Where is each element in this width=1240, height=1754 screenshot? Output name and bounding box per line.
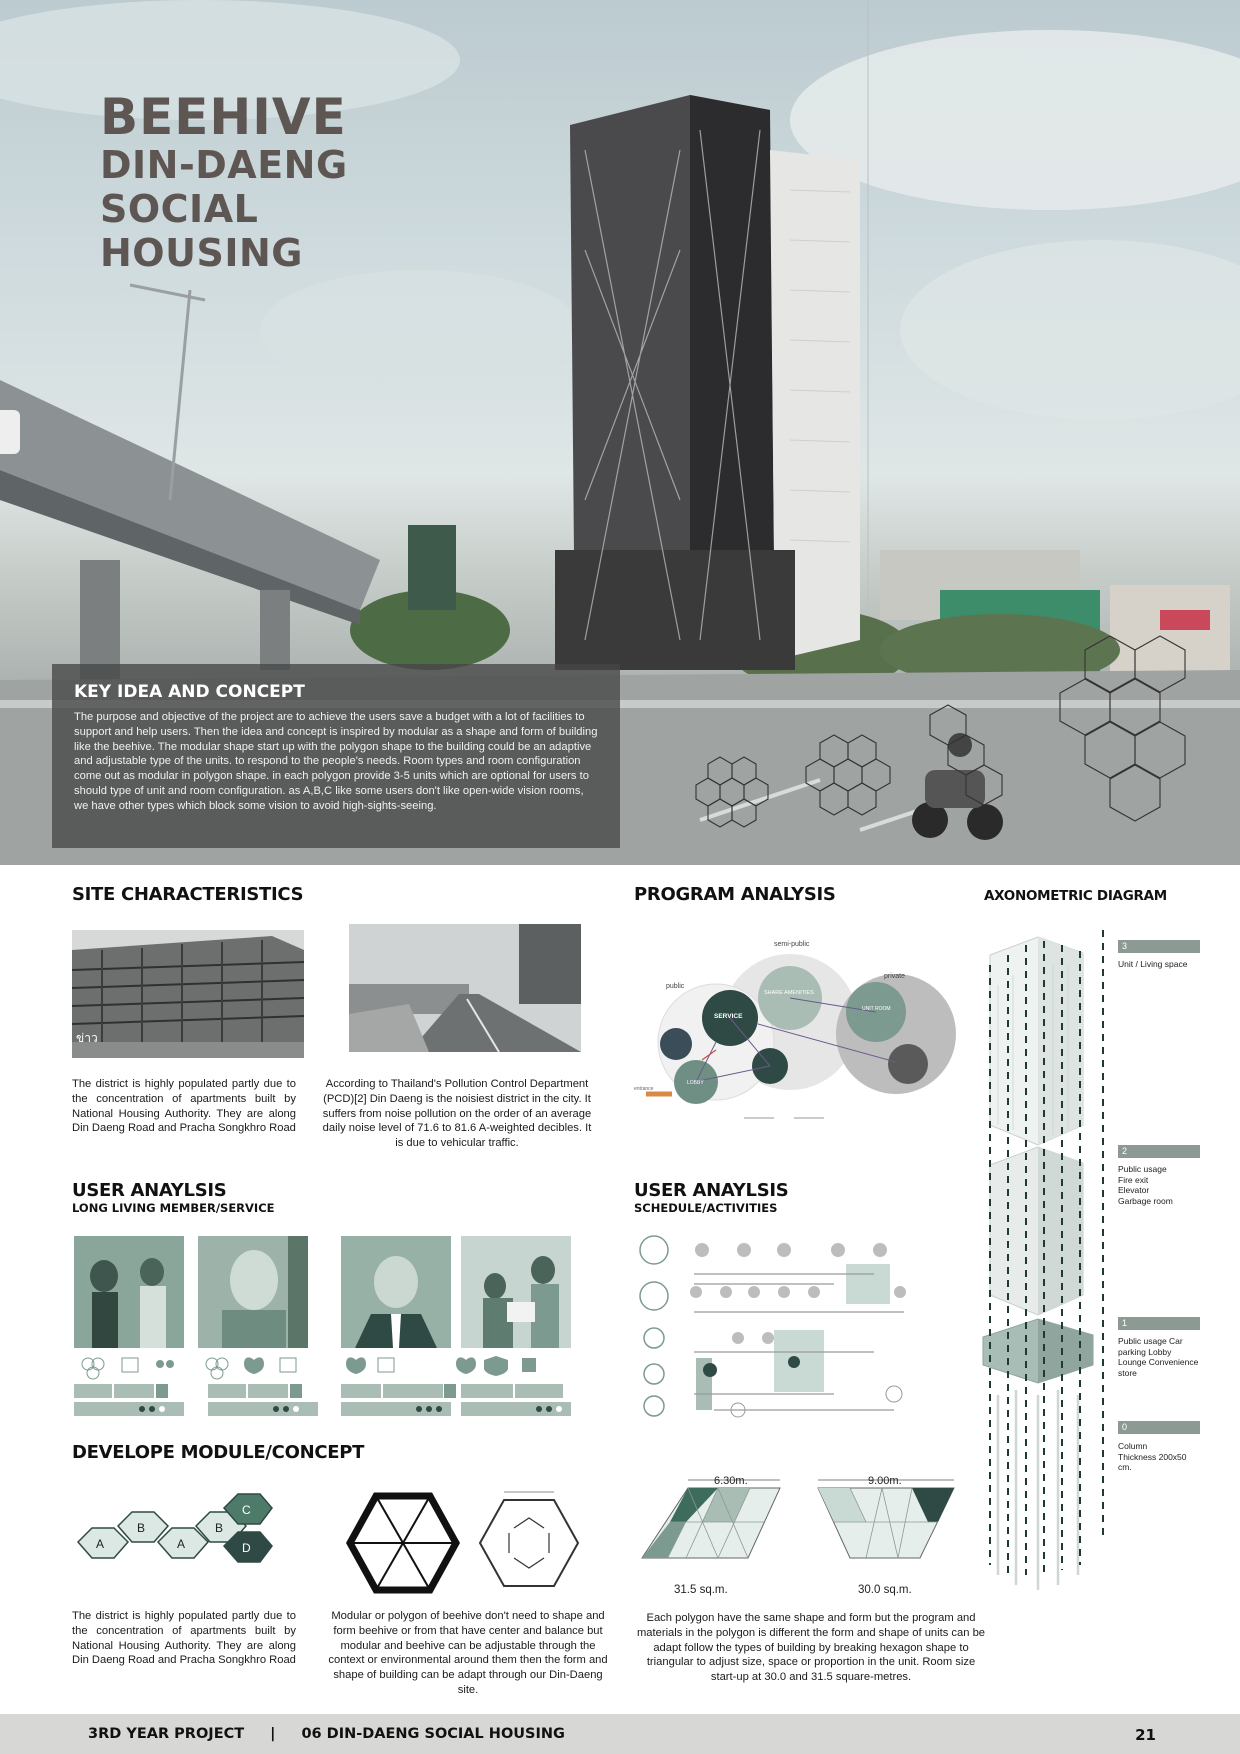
axonometric-diagram: [978, 925, 1113, 1595]
hero-image: [0, 0, 1240, 865]
user-photo-elder: [198, 1236, 308, 1348]
program-heading: PROGRAM ANALYSIS: [634, 884, 836, 905]
hero-title: [100, 88, 348, 275]
hex-label-a2: A: [177, 1537, 186, 1551]
footer-left: [88, 1726, 565, 1742]
schedule-sub: SCHEDULE/ACTIVITIES: [634, 1201, 778, 1215]
axo-level-3-tag: 3: [1118, 940, 1200, 953]
axo-level-2-tag: 2: [1118, 1145, 1200, 1158]
key-idea-heading: KEY IDEA AND CONCEPT: [74, 682, 305, 702]
area-label-2: 30.0 sq.m.: [858, 1584, 912, 1596]
program-label-lobby: LOBBY: [687, 1080, 704, 1086]
schedule-heading: USER ANAYLSIS: [634, 1180, 789, 1201]
dim-label-2: 9.00m.: [868, 1475, 902, 1487]
program-label-entrance: entrance: [634, 1086, 654, 1092]
module-hex-outline: [344, 1488, 594, 1602]
hero-title-line4: HOUSING: [100, 230, 303, 275]
module-text-1: The district is highly populated partly due to the concentration of apartments built by National Housing Authority. They are along Din Daeng Road and Pracha Songkhro Road: [72, 1610, 296, 1667]
hero-title-line1: BEEHIVE: [100, 88, 347, 146]
user-icon-strip: [74, 1354, 574, 1424]
user-analysis-heading: USER ANAYLSIS: [72, 1180, 227, 1201]
program-label-share: SHARE AMENITIES: [764, 990, 814, 996]
axo-level-1-tag: 1: [1118, 1317, 1200, 1330]
module-heading: DEVELOPE MODULE/CONCEPT: [72, 1442, 365, 1463]
page-footer: [0, 1714, 1240, 1754]
user-photo-market: [74, 1236, 184, 1348]
site-photo-apartments: [72, 930, 304, 1058]
hex-label-b2: B: [215, 1521, 224, 1535]
user-photo-service: [461, 1236, 571, 1348]
key-idea-text: The purpose and objective of the project are to achieve the users save a budget with a lot of facilities to support and help users. Then the idea and concept is inspired by modular as a shape and form of building like the beehive. The modular shape start up with the polygon shape to the building could be an adaptive and adjustable type of the units. to respond to the people's needs. Room types and room configuration come out as modular in polygon shape. in each polygon provide 3-5 units which are optional for users to should type of unit and room configuration. as A,B,C like some users don't like open-wide vision rooms, we have other types which block some vision to avoid high-sights-seeing.: [74, 711, 598, 812]
hero-title-line2: DIN-DAENG: [100, 143, 348, 187]
module-text-3: Each polygon have the same shape and form but the program and materials in the polygon is different the form and shape of units can be adapt follow the types of building by breaking hexagon shape to triangular to adjust size, space or proportion in the unit. Room size start-up at 30.0 and 31.5 square-metres.: [636, 1612, 986, 1684]
site-text-2: According to Thailand's Pollution Control Department (PCD)[2] Din Daeng is the noisiest district in the city. It suffers from noise pollution on the order of an average daily noise level of 71.6 to 81.6 A-weighted decibles. It is due to vehicular traffic.: [322, 1078, 592, 1150]
hex-label-d: D: [242, 1541, 251, 1555]
program-label-public: public: [666, 983, 685, 990]
hex-label-b1: B: [137, 1521, 146, 1535]
site-text-1: The district is highly populated partly due to the concentration of apartments built by National Housing Authority. They are along Din Daeng Road and Pracha Songkhro Road: [72, 1078, 296, 1135]
schedule-diagram: [634, 1234, 918, 1430]
dim-label-1: 6.30m.: [714, 1475, 748, 1487]
area-label-1: 31.5 sq.m.: [674, 1584, 728, 1596]
axo-level-0-tag: 0: [1118, 1421, 1200, 1434]
site-photo-caption: ข่าว: [76, 1031, 98, 1045]
axo-level-1-text: Public usage Car parking Lobby Lounge Convenience store: [1118, 1336, 1199, 1378]
module-text-2: Modular or polygon of beehive don't need to shape and form beehive or from that have center and balance but modular and beehive can be adjustable through the context or environmental around them then the form and shape of building can be adapt through our Din-Daeng site.: [328, 1610, 608, 1696]
program-label-service: SERVICE: [714, 1013, 743, 1020]
site-photo-road: [349, 924, 581, 1052]
user-photo-officer: [341, 1236, 451, 1348]
program-label-semi-public: semi-public: [774, 941, 810, 948]
page-edge-tab[interactable]: [0, 410, 20, 454]
module-triangle-grids: [640, 1472, 956, 1582]
program-label-private: private: [884, 973, 906, 980]
hex-label-a1: A: [96, 1537, 105, 1551]
module-hex-cluster: [74, 1490, 274, 1600]
page-number: 21: [1135, 1726, 1156, 1744]
axo-heading: AXONOMETRIC DIAGRAM: [984, 888, 1167, 904]
axo-level-2-text: Public usage Fire exit Elevator Garbage room: [1118, 1164, 1173, 1206]
user-analysis-sub: LONG LIVING MEMBER/SERVICE: [72, 1201, 275, 1215]
axo-level-0-text: Column Thickness 200x50 cm.: [1118, 1441, 1187, 1473]
program-diagram: [634, 932, 956, 1132]
program-label-unit-room: UNIT ROOM: [862, 1006, 891, 1012]
key-idea-panel: [52, 664, 620, 848]
footer-project: 06 DIN-DAENG SOCIAL HOUSING: [301, 1726, 565, 1742]
hex-label-c: C: [242, 1503, 251, 1517]
footer-course: 3RD YEAR PROJECT: [88, 1726, 245, 1742]
footer-separator: |: [270, 1726, 276, 1742]
hero-title-line3: SOCIAL: [100, 186, 259, 231]
axo-level-3-text: Unit / Living space: [1118, 959, 1188, 969]
site-heading: SITE CHARACTERISTICS: [72, 884, 304, 905]
